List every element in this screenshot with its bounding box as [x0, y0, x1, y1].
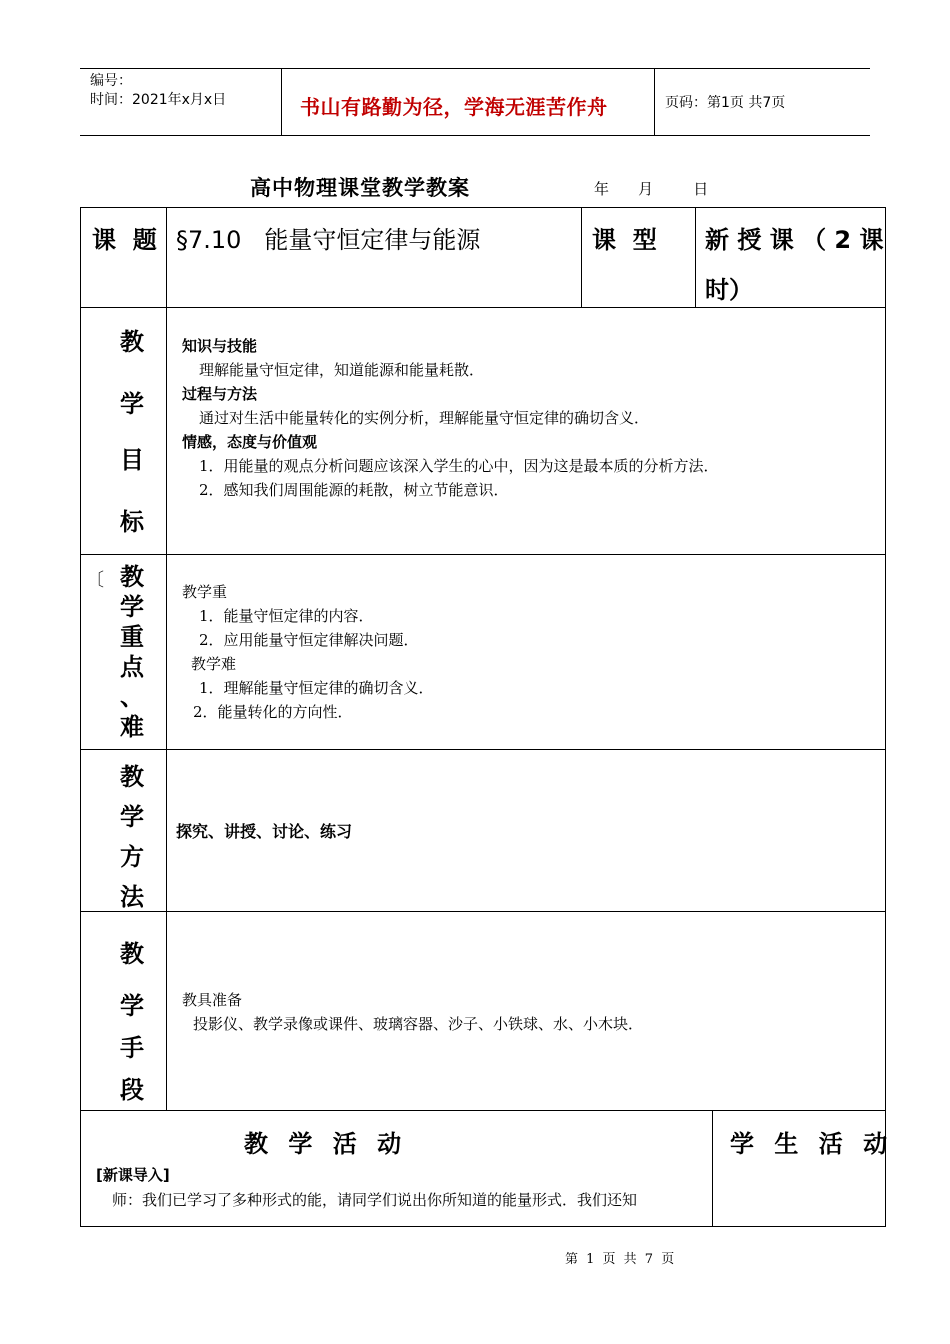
table-border-bottom [80, 1226, 886, 1227]
type-value-line2: 时） [705, 276, 753, 304]
number-label: 编号： [90, 73, 132, 89]
header-bottom-rule [80, 135, 870, 136]
objectives-label-char: 标 [120, 508, 144, 536]
focus-heading: 教学重 [182, 583, 228, 601]
keypoints-label [112, 562, 152, 742]
keypoints-label-char: 难 [120, 713, 144, 741]
header-divider-right [654, 68, 655, 135]
objective-heading: 情感，态度与价值观 [182, 433, 318, 451]
type-value-divider [695, 207, 696, 308]
year-label: 年 [594, 180, 610, 198]
objective-line: 2．感知我们周围能源的耗散，树立节能意识． [199, 481, 509, 499]
difficulty-line: 1．理解能量守恒定律的确切含义． [199, 679, 434, 697]
objective-line: 1．用能量的观点分析问题应该深入学生的心中，因为这是最本质的分析方法． [199, 457, 719, 475]
label-column-divider [166, 207, 167, 1111]
means-label-char: 手 [120, 1034, 144, 1062]
motto: 书山有路勤为径，学海无涯苦作舟 [300, 95, 608, 119]
stray-mark: 〔 [86, 570, 104, 591]
table-border-right [885, 207, 886, 1227]
table-rule-4 [80, 911, 886, 912]
objectives-label-char: 学 [120, 390, 144, 418]
methods-label-char: 法 [120, 883, 144, 911]
header-top-rule [80, 68, 870, 69]
topic-type-divider [581, 207, 582, 308]
month-label: 月 [638, 180, 654, 198]
document-title: 高中物理课堂教学教案 [250, 176, 470, 200]
keypoints-label-char: 学 [120, 593, 144, 621]
objective-heading: 知识与技能 [182, 337, 258, 355]
focus-line: 2．应用能量守恒定律解决问题． [199, 631, 419, 649]
topic-label: 课 题 [92, 226, 157, 254]
difficulty-heading: 教学难 [191, 655, 237, 673]
objective-line: 通过对生活中能量转化的实例分析，理解能量守恒定律的确切含义． [199, 409, 650, 427]
page-footer: 第 1 页 共 7 页 [565, 1252, 677, 1267]
methods-text: 探究、讲授、讨论、练习 [176, 822, 353, 841]
date-fields [594, 178, 708, 199]
keypoints-label-char: 点 [120, 653, 144, 681]
difficulty-line: 2．能量转化的方向性． [193, 703, 353, 721]
objective-heading: 过程与方法 [182, 385, 258, 403]
methods-label-char: 方 [120, 843, 144, 871]
table-rule-1 [80, 307, 886, 308]
keypoints-content [182, 580, 872, 724]
day-label: 日 [693, 180, 709, 198]
objectives-content [182, 334, 872, 502]
page-info: 页码：第1页 共7页 [665, 95, 786, 111]
intro-label: [新课导入] [96, 1166, 170, 1184]
table-border-left [80, 207, 81, 1227]
methods-label-char: 学 [120, 803, 144, 831]
activity-column-divider [712, 1110, 713, 1227]
means-label-char: 学 [120, 992, 144, 1020]
topic-value: §7.10 能量守恒定律与能源 [176, 226, 481, 254]
methods-label [112, 757, 152, 917]
methods-label-char: 教 [120, 763, 144, 791]
focus-line: 1．能量守恒定律的内容． [199, 607, 374, 625]
objectives-label-char: 目 [120, 446, 144, 474]
student-activity-heading: 学 生 活 动 [730, 1130, 894, 1158]
means-text: 投影仪、教学录像或课件、玻璃容器、沙子、小铁球、水、小木块． [193, 1015, 644, 1033]
keypoints-label-char: 重 [120, 623, 144, 651]
header-divider-left [281, 68, 282, 135]
means-label [112, 934, 152, 1105]
means-label-char: 教 [120, 940, 144, 968]
table-rule-5 [80, 1110, 886, 1111]
teacher-activity-heading: 教 学 活 动 [244, 1130, 408, 1158]
type-label: 课 型 [592, 226, 657, 254]
table-border-top [80, 207, 886, 208]
means-label-char: 段 [120, 1076, 144, 1104]
keypoints-label-char: 、 [120, 683, 144, 711]
table-rule-2 [80, 554, 886, 555]
objectives-label [112, 322, 152, 537]
keypoints-label-char: 教 [120, 563, 144, 591]
means-content [182, 988, 872, 1036]
type-value-line1: 新 授 课 （ 2 课 [705, 226, 884, 254]
means-heading: 教具准备 [182, 991, 243, 1009]
objective-line: 理解能量守恒定律，知道能源和能量耗散． [199, 361, 485, 379]
objectives-label-char: 教 [120, 328, 144, 356]
intro-text: 师：我们已学习了多种形式的能，请同学们说出你所知道的能量形式．我们还知 [112, 1191, 638, 1209]
time-label: 时间：2021年x月x日 [90, 92, 227, 108]
table-rule-3 [80, 749, 886, 750]
